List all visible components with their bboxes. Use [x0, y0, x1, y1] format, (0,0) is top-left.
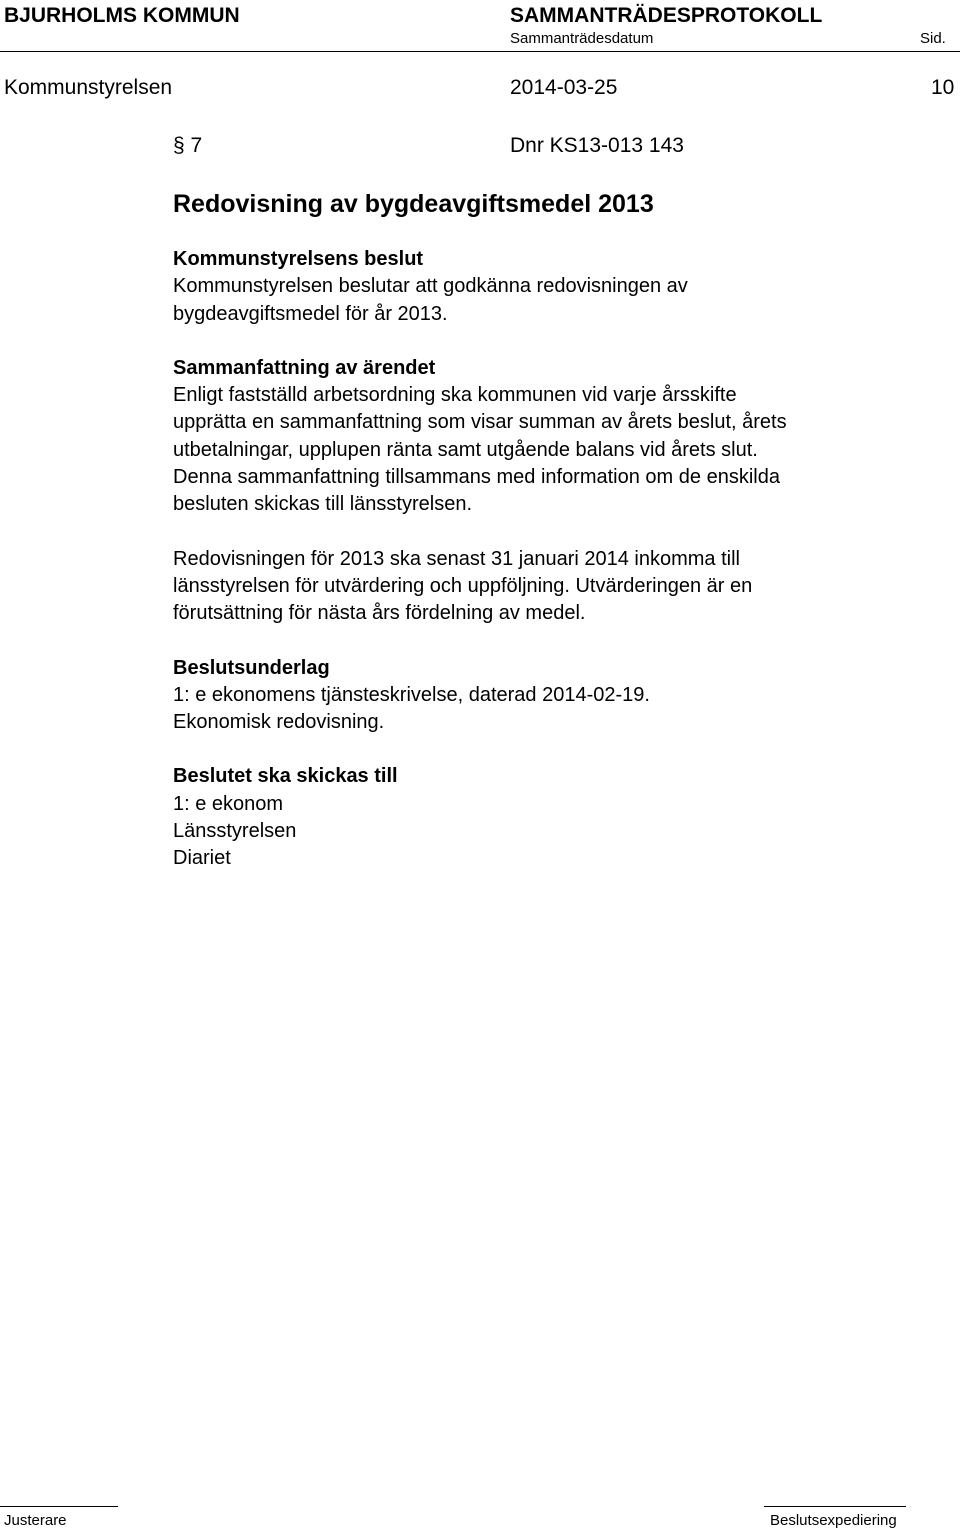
summary-line: förutsättning för nästa års fördelning av medel. [173, 602, 586, 625]
dispatch-label: Beslutsexpediering [770, 1512, 897, 1529]
summary-line: Enligt fastställd arbetsordning ska kommunen vid varje årsskifte [173, 384, 737, 407]
protocol-body [173, 246, 933, 873]
decision-line: bygdeavgiftsmedel för år 2013. [173, 302, 448, 325]
decision-heading: Kommunstyrelsens beslut [173, 248, 424, 270]
document-type: SAMMANTRÄDESPROTOKOLL [510, 4, 823, 27]
decision-line: Kommunstyrelsen beslutar att godkänna redovisningen av [173, 275, 688, 298]
summary-line: länsstyrelsen för utvärdering och uppföljning. Utvärderingen är en [173, 574, 753, 597]
summary-line: Redovisningen för 2013 ska senast 31 januari 2014 inkomma till [173, 547, 741, 570]
meeting-date: 2014-03-25 [510, 76, 618, 99]
summary-line: besluten skickas till länsstyrelsen. [173, 493, 473, 516]
summary-line: Denna sammanfattning tillsammans med information om de enskilda [173, 466, 780, 489]
footer-divider-right [764, 1506, 906, 1507]
recipient: 1: e ekonom [173, 792, 284, 815]
recipient: Länsstyrelsen [173, 820, 297, 843]
send-to-heading: Beslutet ska skickas till [173, 765, 398, 788]
summary-heading: Sammanfattning av ärendet [173, 356, 436, 379]
case-number: Dnr KS13-013 143 [510, 134, 684, 157]
basis-heading: Beslutsunderlag [173, 656, 330, 679]
paragraph-mark: § [173, 134, 185, 157]
summary-line: upprätta en sammanfattning som visar summan av årets beslut, årets [173, 411, 787, 434]
recipient: Diariet [173, 847, 231, 870]
item-number [173, 134, 202, 158]
page-label: Sid. [920, 30, 946, 47]
basis-line: Ekonomisk redovisning. [173, 711, 385, 734]
municipality-name: BJURHOLMS KOMMUN [4, 4, 240, 27]
item-title: Redovisning av bygdeavgiftsmedel 2013 [173, 190, 654, 218]
meeting-date-label: Sammanträdesdatum [510, 30, 654, 47]
page-number: 10 [931, 76, 955, 99]
committee-name: Kommunstyrelsen [4, 76, 173, 99]
basis-line: 1: e ekonomens tjänsteskrivelse, daterad 2014-02-19. [173, 683, 650, 706]
item-number-value: 7 [190, 134, 203, 157]
adjuster-label: Justerare [4, 1512, 67, 1529]
footer-divider-left [0, 1506, 118, 1507]
summary-line: utbetalningar, upplupen ränta samt utgående balans vid årets slut. [173, 438, 758, 461]
header-divider [0, 51, 960, 52]
